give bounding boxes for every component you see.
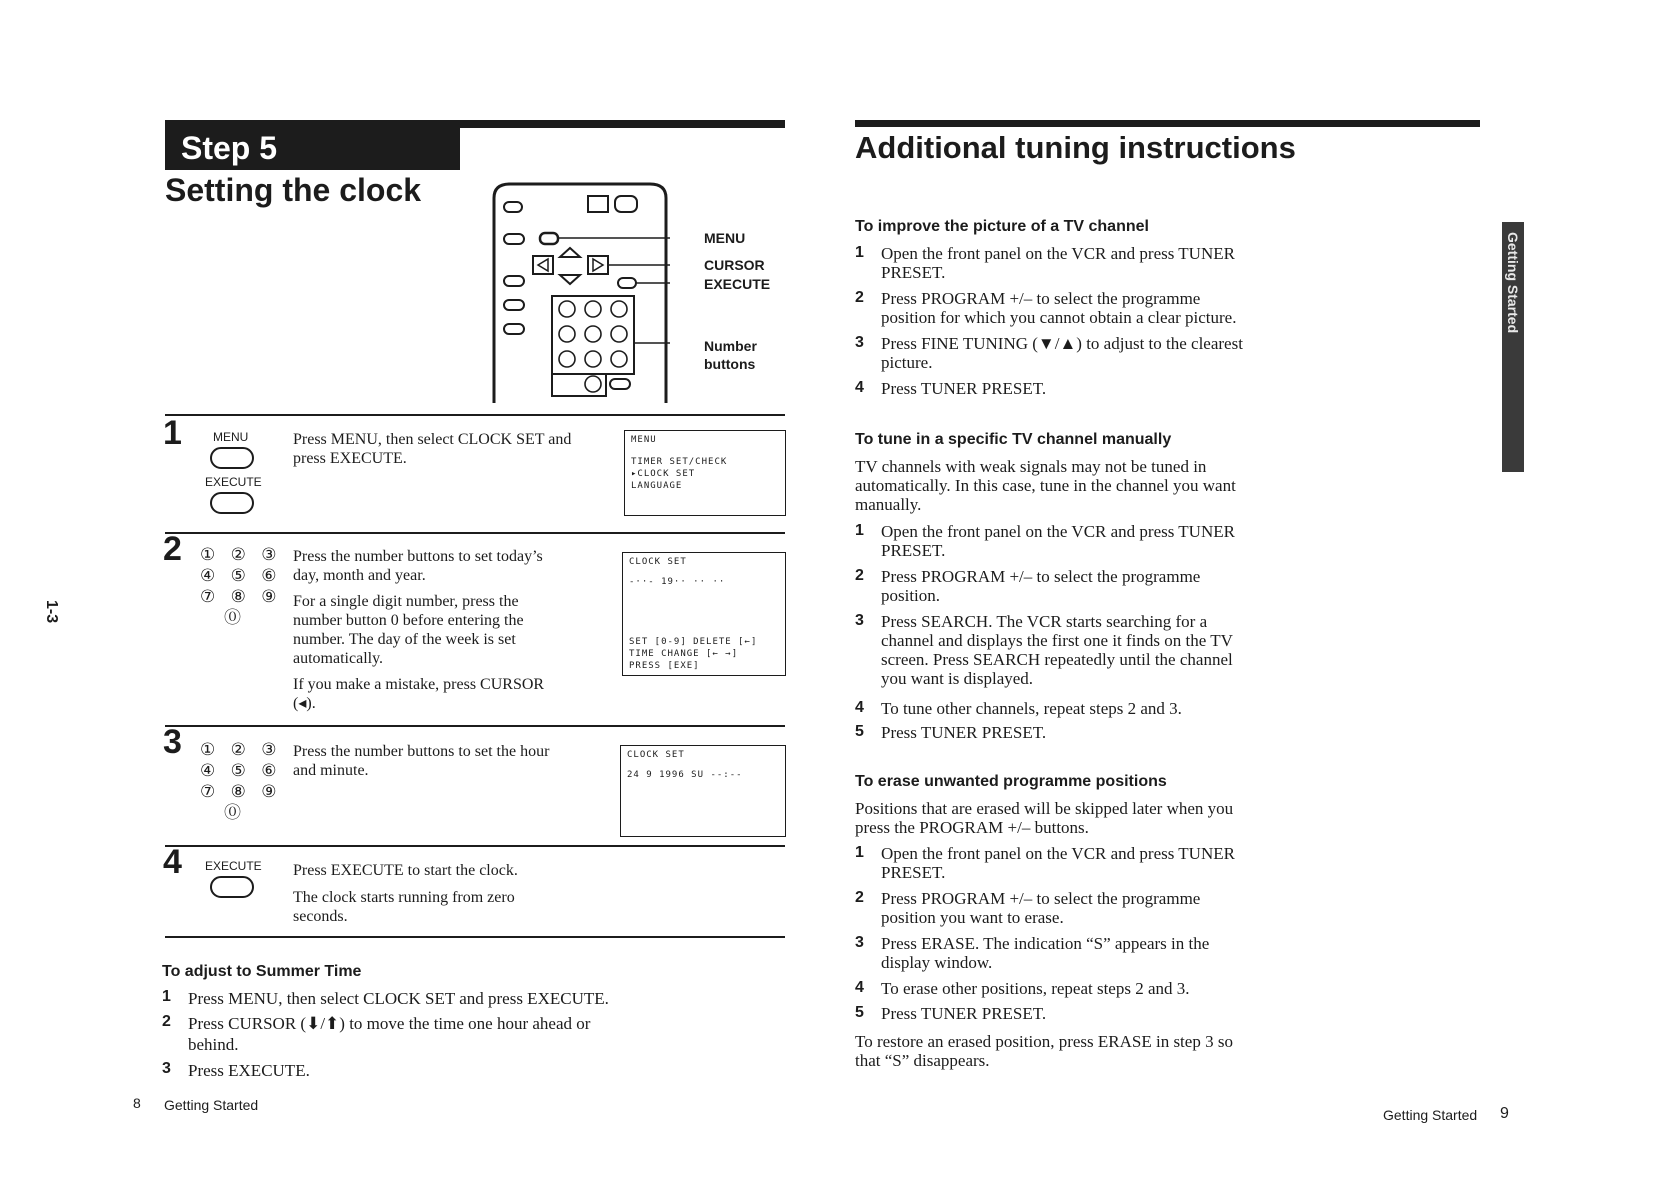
step-header-bar (165, 120, 785, 128)
step-divider (165, 845, 785, 847)
step-divider (165, 414, 785, 416)
page-number: 9 (1500, 1105, 1509, 1122)
callout-execute: EXECUTE (704, 276, 771, 292)
step-divider (165, 532, 785, 534)
footer-section: Getting Started (1383, 1107, 1478, 1123)
step-divider (165, 936, 785, 938)
execute-button-label: EXECUTE (205, 475, 262, 489)
page-margin-mark: 1-3 (43, 600, 60, 624)
callout-menu: MENU (704, 230, 746, 246)
step-3-text: Press the number buttons to set the hour and minute. (293, 743, 550, 779)
callout-buttons: buttons (704, 356, 756, 372)
footer-section: Getting Started (164, 1097, 259, 1113)
step-4-text: Press EXECUTE to start the clock. The clock starts running from zero seconds. (293, 862, 518, 925)
step-number: 4 (163, 843, 182, 881)
number-buttons-icon: ① ② ③ ④ ⑤ ⑥ ⑦ ⑧ ⑨ ⓪ (200, 545, 282, 628)
menu-button-label: MENU (213, 430, 249, 444)
section-heading: To erase unwanted programme positions (855, 773, 1167, 790)
clock-set-screen: CLOCK SET -··- 19·· ·· ·· SET [0-9] DELETE [←] TIME CHANGE [← →] PRESS [EXE] (622, 552, 786, 676)
number-buttons-icon: ① ② ③ ④ ⑤ ⑥ ⑦ ⑧ ⑨ ⓪ (200, 740, 282, 823)
page-title: Setting the clock (165, 172, 422, 208)
step-number: 3 (163, 723, 182, 761)
step-number: 2 (163, 530, 182, 568)
step-divider (165, 725, 785, 727)
step-badge: Step 5 (165, 128, 460, 170)
menu-button-icon (210, 447, 254, 469)
menu-screen: MENU TIMER SET/CHECK ▸CLOCK SET LANGUAGE (624, 430, 786, 516)
section-heading: To tune in a specific TV channel manually (855, 431, 1172, 448)
step-2-text: Press the number buttons to set today’s day, month and year. For a single digit number, press the number button 0 before entering the number. The day of the week is set automatically. If you make a mistake, press CURSOR (◂). (293, 548, 545, 712)
remote-control-illustration (490, 178, 670, 403)
section-intro: TV channels with weak signals may not be tuned in automatically. In this case, tune in the channel you want manually. (855, 457, 1236, 514)
summer-time-heading: To adjust to Summer Time (162, 963, 362, 980)
header-bar (855, 120, 1480, 127)
time-set-screen: CLOCK SET 24 9 1996 SU --:-- (620, 745, 786, 837)
callout-cursor: CURSOR (704, 257, 765, 273)
section-note: To restore an erased position, press ERASE in step 3 so that “S” disappears. (855, 1032, 1233, 1070)
step-1-text: Press MENU, then select CLOCK SET and press EXECUTE. (293, 431, 572, 467)
execute-button-label: EXECUTE (205, 859, 262, 873)
page-title: Additional tuning instructions (855, 130, 1296, 165)
callout-number: Number (704, 338, 757, 354)
section-intro: Positions that are erased will be skipped later when you press the PROGRAM +/– buttons. (855, 799, 1234, 837)
step-number: 1 (163, 414, 182, 452)
section-tab: Getting Started (1502, 222, 1524, 472)
execute-button-icon (210, 876, 254, 898)
page-number: 8 (133, 1095, 141, 1111)
execute-button-icon (210, 492, 254, 514)
section-heading: To improve the picture of a TV channel (855, 218, 1149, 235)
